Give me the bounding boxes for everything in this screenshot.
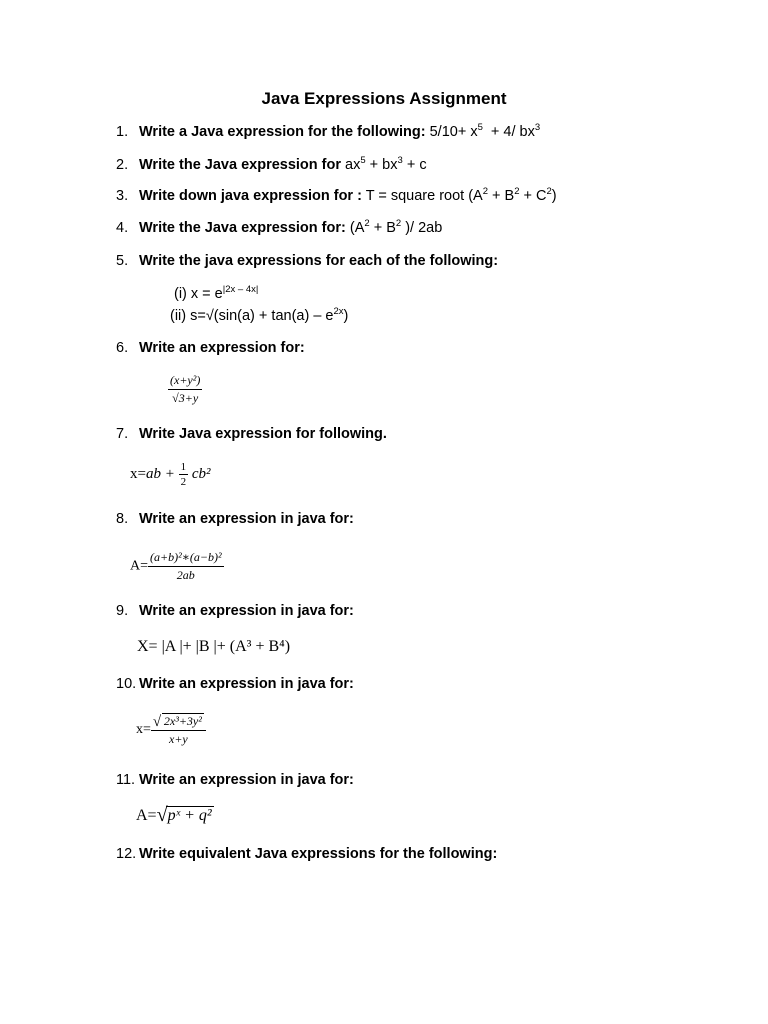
expression: (A [345, 220, 365, 236]
question-12 [116, 846, 497, 862]
question-text: Write down java expression for : [139, 188, 362, 204]
question-text: Write the Java expression for: [139, 220, 346, 236]
question-3: 3. Write down java expression for : T = square root $(A^2 + B^2 + C^2)$ [116, 186, 557, 204]
q8-expression: A= $\frac{\text{(a+b)²∗(a−b)²}}{2ab}$ [130, 550, 222, 582]
question-number: 5. [116, 253, 129, 269]
question-text: Write Java expression for following. [139, 426, 387, 442]
q6-expression [168, 373, 202, 406]
q7-expression: x=ab + $\frac{1}{2}$ cb² [130, 461, 211, 488]
question-text: Write an expression for: [139, 340, 305, 356]
question-10 [116, 676, 354, 692]
question-8 [116, 511, 354, 527]
question-1: 1. Write a Java expression for the following: $5/10+ x^5 + 4/$ $bx^3$ [116, 122, 541, 140]
question-text: Write equivalent Java expressions for the following: [139, 846, 498, 862]
q10-numerator: 2x³+3y² [163, 714, 202, 728]
q6-numerator: (x+y²) [168, 373, 202, 390]
question-number: 10. [116, 676, 137, 692]
question-number: 9. [116, 603, 129, 619]
q10-expression: x= √ 2x³+3y² x+y [136, 713, 206, 747]
q11-radicand: pˣ + q² [167, 807, 212, 824]
question-number: 3. [116, 188, 129, 204]
question-number: 4. [116, 220, 129, 236]
q6-denominator: √3+y [172, 391, 199, 405]
q5-item-i: (i) $x = e^{|2x - 4x|}$ [174, 284, 259, 302]
question-text: Write an expression in java for: [139, 603, 354, 619]
question-number: 6. [116, 340, 129, 356]
question-2: 2. Write the Java expression for $ax^5 + bx^3 + c$ [116, 155, 427, 173]
question-5 [116, 253, 498, 269]
question-number: 2. [116, 157, 129, 173]
q11-expression: A= √ pˣ + q² [136, 804, 212, 826]
question-number: 1. [116, 124, 129, 140]
q8-denominator: 2ab [176, 568, 195, 582]
question-text: Write an expression in java for: [139, 511, 354, 527]
question-11 [116, 772, 354, 788]
expression: T = square root (A [361, 188, 483, 204]
question-9 [116, 603, 354, 619]
question-text: Write the Java expression for [139, 157, 342, 173]
page-title: Java Expressions Assignment [261, 89, 507, 108]
q5-item-ii: (ii) $s=√(\sin(a) + \tan(a) - e^{2x})$ [170, 306, 349, 324]
question-text: Write the java expressions for each of the following: [139, 253, 499, 269]
q8-numerator: (a+b)²∗(a−b)² [148, 550, 224, 567]
expression: ax [341, 157, 361, 173]
question-number: 12. [116, 846, 137, 862]
question-text: Write an expression in java for: [139, 772, 354, 788]
question-number: 7. [116, 426, 129, 442]
question-text: Write an expression in java for: [139, 676, 354, 692]
q9-expression: X= |A |+ |B |+ (A³ + B⁴) [137, 638, 291, 655]
question-7 [116, 426, 387, 442]
question-4: 4. Write the Java expression for: ($A^2 + B^2$ )/ 2ab [116, 218, 443, 236]
question-number: 8. [116, 511, 129, 527]
question-6 [116, 340, 305, 356]
q10-denominator: x+y [169, 732, 188, 746]
question-number: 11. [116, 772, 136, 788]
expression: 5/10+ x [425, 124, 478, 140]
question-text: Write a Java expression for the following: [139, 124, 426, 140]
